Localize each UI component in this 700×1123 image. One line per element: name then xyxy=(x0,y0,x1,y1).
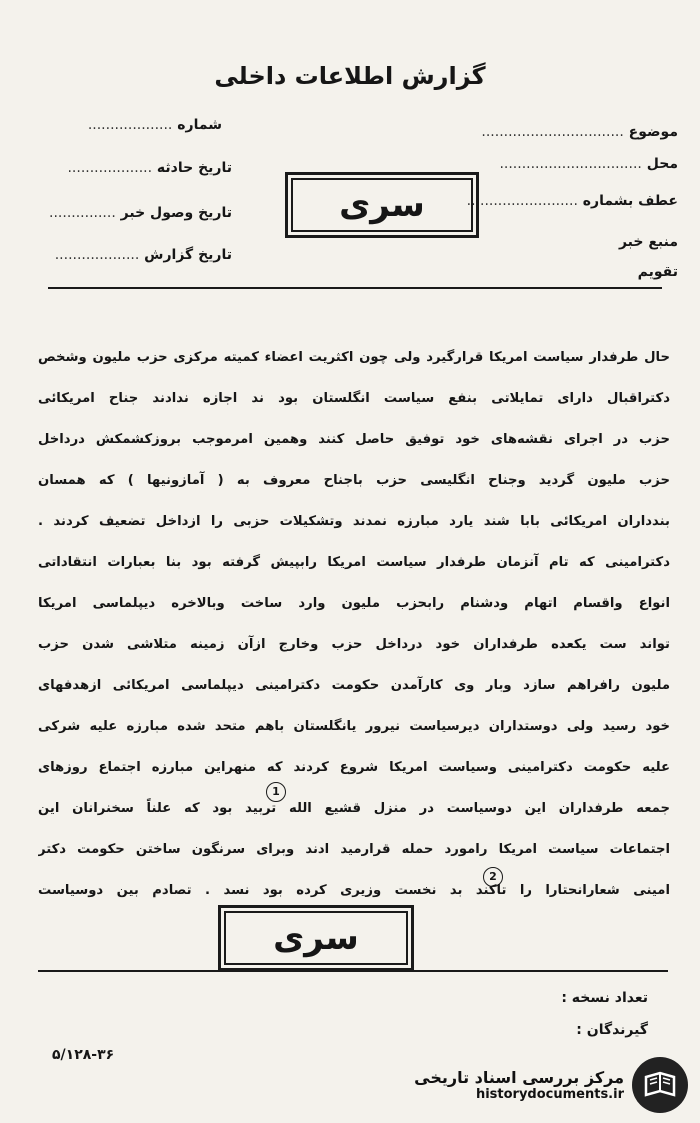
watermark-url: historydocuments.ir xyxy=(475,1087,624,1102)
body-line: ملیون رافراهم سازد وبار وی کارآمدن حکومت دکترامینی دیپلماسی امریکائی ازهدفهای xyxy=(38,678,670,693)
field-location-label: محل xyxy=(646,156,678,172)
field-incident-date-dots: ................... xyxy=(67,160,153,176)
classification-stamp-top xyxy=(285,172,479,238)
field-receipt-date xyxy=(49,205,232,221)
field-subject-label: موضوع xyxy=(628,124,678,140)
body-line: جمعه طرفداران این دوسیاست در منزل قشیع الله تربید بود که علناً سخنرانان این xyxy=(38,801,670,816)
stamp-text-bottom: سری xyxy=(224,911,408,965)
body-line: امینی شعارانحتارا را تاکند بد نخست وزیری کرده بود نسد . تصادم بین دوسیاست xyxy=(38,883,670,898)
document-number: ۵/۱۲۸-۳۶ xyxy=(52,1047,115,1063)
field-subject xyxy=(481,124,678,140)
field-receipt-date-dots: ............... xyxy=(49,205,116,221)
stamp-text-top: سری xyxy=(291,178,473,232)
field-location xyxy=(499,156,678,172)
body-line: حزب در اجرای نقشه‌های خود توفیق حاصل کنند وهمین امرموجب بروزکشمکش درداخل xyxy=(38,432,670,447)
field-calendar xyxy=(638,264,678,280)
body-line: بندداران امریکائی بابا شند یارد مبارزه نمدند وتشکیلات حزبی را ازداخل تضعیف کردند . xyxy=(38,514,670,529)
body-line: حزب ملیون گردید وجناح انگلیسی حزب باجناح معروف به ( آمازونیها ) که همسان xyxy=(38,473,670,488)
field-source-label: منبع خبر xyxy=(618,234,678,250)
field-incident-date xyxy=(67,160,232,176)
watermark-title: مرکز بررسی اسناد تاریخی xyxy=(414,1068,624,1087)
field-reference xyxy=(467,193,678,209)
field-receipt-date-label: تاریخ وصول خبر xyxy=(120,205,232,221)
field-report-date xyxy=(55,247,232,263)
body-line: حال طرفدار سیاست امریکا قرارگیرد ولی چون اکثریت اعضاء کمیته مرکزی حزب ملیون وشخص xyxy=(38,350,670,365)
report-body xyxy=(38,337,670,911)
field-location-dots: ................................ xyxy=(499,156,642,172)
body-line: انواع واقسام اتهام ودشنام رابحزب ملیون وارد ساخت وبالاخره دیپلماسی امریکا xyxy=(38,596,670,611)
body-line: علیه حکومت دکترامینی وسیاست امریکا شروع کردند که منهراین مبارزه اجتماع روزهای xyxy=(38,760,670,775)
field-reference-dots: ......................... xyxy=(466,193,578,209)
document-title: گزارش اطلاعات داخلی xyxy=(214,62,486,90)
watermark xyxy=(414,1057,688,1113)
copies-count-label: تعداد نسخه : xyxy=(561,990,648,1006)
header-divider xyxy=(48,287,662,289)
field-report-date-dots: ................... xyxy=(54,247,140,263)
field-number-dots: ................... xyxy=(87,117,173,133)
field-calendar-label: تقویم xyxy=(637,264,678,280)
field-subject-dots: ................................ xyxy=(481,124,624,140)
body-line: دکتراقبال دارای تمایلاتی بنفع سیاست انگلستان بود ند اجازه ندادند جناح امریکائی xyxy=(38,391,670,406)
body-line: خود رسید ولی دوستداران دیرسیاست نیرور یانگلستان باهم متحد شده مبارزه علیه شرکی xyxy=(38,719,670,734)
body-line: اجتماعات سیاست امریکا رامورد حمله قرارمید ادند وبرای سرنگون ساختن حکومت دکتر xyxy=(38,842,670,857)
body-line: دکترامینی که تام آنزمان طرفدار سیاست امریکا رابپیش گرفته بود بنا بعبارات انتقاداتی xyxy=(38,555,670,570)
field-number-label: شماره xyxy=(177,117,222,133)
footnote-marker-1: 1 xyxy=(266,782,286,802)
field-source xyxy=(619,234,678,250)
recipients-label: گیرندگان : xyxy=(576,1022,648,1038)
body-line: تواند ست یکعده طرفداران خود درداخل حزب وخارج ازآن زمینه متلاشی شدن حزب xyxy=(38,637,670,652)
classification-stamp-bottom xyxy=(218,905,414,971)
field-number xyxy=(88,117,222,133)
field-reference-label: عطف بشماره xyxy=(582,193,678,209)
footer-divider xyxy=(38,970,668,972)
footnote-marker-2: 2 xyxy=(483,867,503,887)
field-report-date-label: تاریخ گزارش xyxy=(144,247,232,263)
book-logo-icon xyxy=(632,1057,688,1113)
field-incident-date-label: تاریخ حادثه xyxy=(156,160,232,176)
